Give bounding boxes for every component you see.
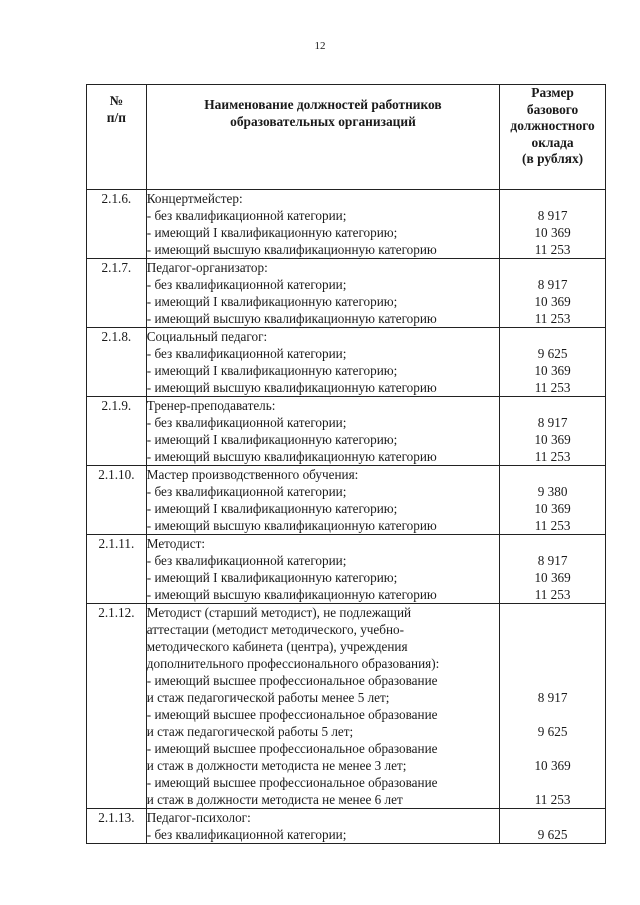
salary-values bbox=[500, 535, 606, 604]
salary-values bbox=[500, 809, 606, 844]
description-line: - имеющий высшее профессиональное образование bbox=[146, 673, 438, 688]
table-row bbox=[87, 535, 606, 604]
description-line: - имеющий высшую квалификационную категорию bbox=[146, 587, 437, 602]
salary-value bbox=[500, 655, 605, 672]
table-body bbox=[87, 190, 606, 844]
salary-values bbox=[500, 397, 606, 466]
description-line: - имеющий I квалификационную категорию; bbox=[146, 501, 398, 516]
description-line: Педагог-организатор: bbox=[146, 260, 268, 275]
header-line: базового bbox=[526, 101, 579, 117]
description-line: - имеющий I квалификационную категорию; bbox=[146, 225, 398, 240]
description-line: - имеющий высшую квалификационную категорию bbox=[146, 449, 437, 464]
table-row bbox=[87, 397, 606, 466]
salary-value bbox=[500, 466, 605, 483]
position-description bbox=[146, 466, 499, 535]
salary-value: 8 917 bbox=[537, 277, 568, 292]
salary-value: 10 369 bbox=[534, 501, 571, 516]
salary-value: 8 917 bbox=[537, 208, 568, 223]
table-row bbox=[87, 328, 606, 397]
row-number: 2.1.11. bbox=[87, 535, 147, 604]
salary-value bbox=[500, 774, 605, 791]
salary-value: 11 253 bbox=[534, 792, 571, 807]
description-line: - имеющий высшую квалификационную категорию bbox=[146, 311, 437, 326]
position-description bbox=[146, 809, 499, 844]
table-row bbox=[87, 190, 606, 259]
salary-values bbox=[500, 190, 606, 259]
description-line: Концертмейстер: bbox=[146, 191, 243, 206]
description-line: и стаж педагогической работы менее 5 лет; bbox=[146, 690, 390, 705]
row-number: 2.1.8. bbox=[87, 328, 147, 397]
description-line: Педагог-психолог: bbox=[146, 810, 251, 825]
table-row bbox=[87, 809, 606, 844]
row-number: 2.1.6. bbox=[87, 190, 147, 259]
position-description bbox=[146, 328, 499, 397]
salary-values bbox=[500, 466, 606, 535]
salary-values bbox=[500, 259, 606, 328]
salary-value bbox=[500, 535, 605, 552]
position-description bbox=[146, 259, 499, 328]
description-line: - имеющий высшую квалификационную категорию bbox=[146, 518, 437, 533]
description-line: Методист: bbox=[146, 536, 206, 551]
description-line: Мастер производственного обучения: bbox=[146, 467, 359, 482]
salary-value: 11 253 bbox=[534, 380, 571, 395]
description-line: и стаж в должности методиста не менее 3 лет; bbox=[146, 758, 407, 773]
salary-value: 10 369 bbox=[534, 363, 571, 378]
salary-value bbox=[500, 809, 605, 826]
header-number bbox=[87, 85, 147, 190]
description-line: дополнительного профессионального образования): bbox=[146, 656, 440, 671]
row-number: 2.1.7. bbox=[87, 259, 147, 328]
salary-values bbox=[500, 604, 606, 809]
header-position-name bbox=[146, 85, 499, 190]
description-line: Методист (старший методист), не подлежащий bbox=[146, 605, 412, 620]
description-line: - без квалификационной категории; bbox=[146, 827, 347, 842]
salary-value: 9 625 bbox=[537, 827, 568, 842]
salary-value: 9 625 bbox=[537, 346, 568, 361]
description-line: - имеющий высшее профессиональное образование bbox=[146, 741, 438, 756]
position-description bbox=[146, 604, 499, 809]
salary-value: 10 369 bbox=[534, 570, 571, 585]
row-number: 2.1.13. bbox=[87, 809, 147, 844]
description-line: - без квалификационной категории; bbox=[146, 553, 347, 568]
description-line: - имеющий высшее профессиональное образование bbox=[146, 707, 438, 722]
description-line: и стаж в должности методиста не менее 6 лет bbox=[146, 792, 403, 807]
salary-value bbox=[500, 638, 605, 655]
description-line: - без квалификационной категории; bbox=[146, 415, 347, 430]
row-number: 2.1.10. bbox=[87, 466, 147, 535]
salary-value: 10 369 bbox=[534, 294, 571, 309]
description-line: - без квалификационной категории; bbox=[146, 484, 347, 499]
salary-value: 9 625 bbox=[537, 724, 568, 739]
position-description bbox=[146, 190, 499, 259]
salary-value bbox=[500, 740, 605, 757]
salary-value bbox=[500, 259, 605, 276]
header-salary bbox=[500, 85, 606, 190]
description-line: - без квалификационной категории; bbox=[146, 346, 347, 361]
salary-value: 11 253 bbox=[534, 518, 571, 533]
salary-value bbox=[500, 328, 605, 345]
position-description bbox=[146, 535, 499, 604]
description-line: - без квалификационной категории; bbox=[146, 208, 347, 223]
salary-value bbox=[500, 621, 605, 638]
salary-value: 10 369 bbox=[534, 225, 571, 240]
salary-value: 11 253 bbox=[534, 449, 571, 464]
salary-value: 10 369 bbox=[534, 432, 571, 447]
row-number: 2.1.12. bbox=[87, 604, 147, 809]
salary-value: 10 369 bbox=[534, 758, 571, 773]
salary-value: 8 917 bbox=[537, 690, 568, 705]
salary-value bbox=[500, 706, 605, 723]
header-line: (в рублях) bbox=[522, 151, 584, 166]
description-line: Тренер-преподаватель: bbox=[146, 398, 276, 413]
salary-table bbox=[86, 84, 606, 844]
salary-value: 8 917 bbox=[537, 415, 568, 430]
salary-values bbox=[500, 328, 606, 397]
table-row bbox=[87, 604, 606, 809]
salary-value bbox=[500, 190, 605, 207]
header-line: Наименование должностей работников bbox=[204, 97, 442, 112]
table-header-row bbox=[87, 85, 606, 190]
table-row bbox=[87, 466, 606, 535]
salary-value: 9 380 bbox=[537, 484, 568, 499]
header-line: оклада bbox=[531, 134, 574, 150]
salary-value: 8 917 bbox=[537, 553, 568, 568]
description-line: - имеющий I квалификационную категорию; bbox=[146, 570, 398, 585]
description-line: - без квалификационной категории; bbox=[146, 277, 347, 292]
table-row bbox=[87, 259, 606, 328]
description-line: - имеющий I квалификационную категорию; bbox=[146, 363, 398, 378]
header-line: должностного bbox=[510, 118, 595, 133]
description-line: - имеющий высшую квалификационную категорию bbox=[146, 380, 437, 395]
header-line: № bbox=[109, 93, 124, 108]
salary-value bbox=[500, 604, 605, 621]
description-line: - имеющий высшее профессиональное образование bbox=[146, 775, 438, 790]
header-line: Размер bbox=[531, 85, 574, 100]
description-line: методического кабинета (центра), учреждения bbox=[146, 639, 408, 654]
salary-value: 11 253 bbox=[534, 587, 571, 602]
description-line: - имеющий высшую квалификационную категорию bbox=[146, 242, 437, 257]
salary-value: 11 253 bbox=[534, 311, 571, 326]
description-line: Социальный педагог: bbox=[146, 329, 268, 344]
salary-value bbox=[500, 397, 605, 414]
row-number: 2.1.9. bbox=[87, 397, 147, 466]
header-line: п/п bbox=[106, 109, 126, 125]
description-line: аттестации (методист методического, учебно- bbox=[146, 622, 405, 637]
header-line: образовательных организаций bbox=[230, 113, 416, 129]
description-line: и стаж педагогической работы 5 лет; bbox=[146, 724, 354, 739]
salary-value: 11 253 bbox=[534, 242, 571, 257]
position-description bbox=[146, 397, 499, 466]
salary-value bbox=[500, 672, 605, 689]
page-number: 12 bbox=[314, 40, 326, 52]
description-line: - имеющий I квалификационную категорию; bbox=[146, 294, 398, 309]
description-line: - имеющий I квалификационную категорию; bbox=[146, 432, 398, 447]
